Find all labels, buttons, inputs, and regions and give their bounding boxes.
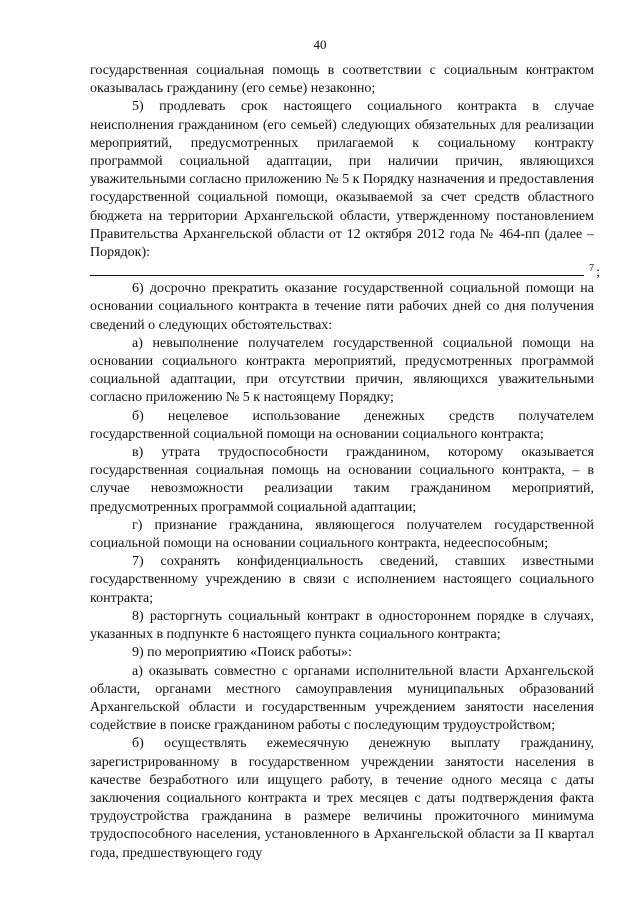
paragraph-continuation: государственная социальная помощь в соответствии с социальным контрактом оказывалась гражданину (его семье) незаконно;	[90, 63, 594, 97]
paragraph-item-6: 6) досрочно прекратить оказание государственной социальной помощи на основании социального контракта в течение пяти рабочих дней со дня получения сведений о следующих обстоятельствах:	[90, 281, 594, 333]
paragraph-item-5: 5) продлевать срок настоящего социального контракта в случае неисполнения гражданином (его семьей) следующих обязательных для реализации мероприятий, предусмотренных прилагаемой к социальному контракту программой социальной адаптации, при наличии причин, являющихся уважительными согласно приложению № 5 к Порядку назначения и предоставления государственной социальной помощи, оказываемой за счет средств областного бюджета на территории Архангельской области, утвержденному постановлением Правительства Архангельской области от 12 октября 2012 года № 464-пп (далее – Порядок):	[90, 99, 594, 261]
footnote-marker: 7	[589, 263, 594, 275]
paragraph-item-6b: б) нецелевое использование денежных средств получателем государственной социальной помощи на основании социального контракта;	[90, 408, 594, 442]
paragraph-item-6g: г) признание гражданина, являющегося получателем государственной социальной помощи на основании социального контракта, недееспособным;	[90, 517, 594, 552]
paragraph-item-8: 8) расторгнуть социальный контракт в одностороннем порядке в случаях, указанных в подпункте 6 настоящего пункта социального контракта;	[90, 608, 594, 643]
blank-underline	[90, 275, 584, 276]
paragraph-item-6a: а) невыполнение получателем государственной социальной помощи на основании социального контракта мероприятий, предусмотренных программой социальной адаптации, при отсутствии причин, являющихся уважительными согласно приложению № 5 к настоящему Порядку;	[90, 335, 594, 406]
paragraph-item-9b: б) осуществлять ежемесячную денежную выплату гражданину, зарегистрированному в государственном учреждении занятости населения в качестве безработного или ищущего работу, в течение одного месяца с даты заключения социального контракта и трех месяцев с даты подтверждения факта трудоустройства гражданина в размере величины прожиточного минимума трудоспособного населения, установленного в Архангельской области за II квартал года, предшествующего году	[90, 736, 594, 861]
paragraph-item-9a: а) оказывать совместно с органами исполнительной власти Архангельской области, органами местного самоуправления муниципальных образований Архангельской области и государственным учреждением занятости населения содействие в поиске гражданином работы с последующим трудоустройством;	[90, 663, 594, 734]
fill-line-punctuation: ;	[596, 265, 600, 281]
fill-in-line	[90, 262, 600, 281]
page-number: 40	[313, 37, 327, 52]
paragraph-item-9: 9) по мероприятию «Поиск работы»:	[132, 645, 352, 661]
paragraph-item-7: 7) сохранять конфиденциальность сведений, ставших известными государственному учреждению в связи с исполнением настоящего социального контракта;	[90, 554, 594, 606]
document-body	[90, 62, 600, 863]
paragraph-item-6v: в) утрата трудоспособности гражданином, которому оказывается государственная социальная помощь на основании социального контракта, – в случае невозможности реализации таким гражданином мероприятий, предусмотренных программой социальной адаптации;	[90, 445, 594, 515]
